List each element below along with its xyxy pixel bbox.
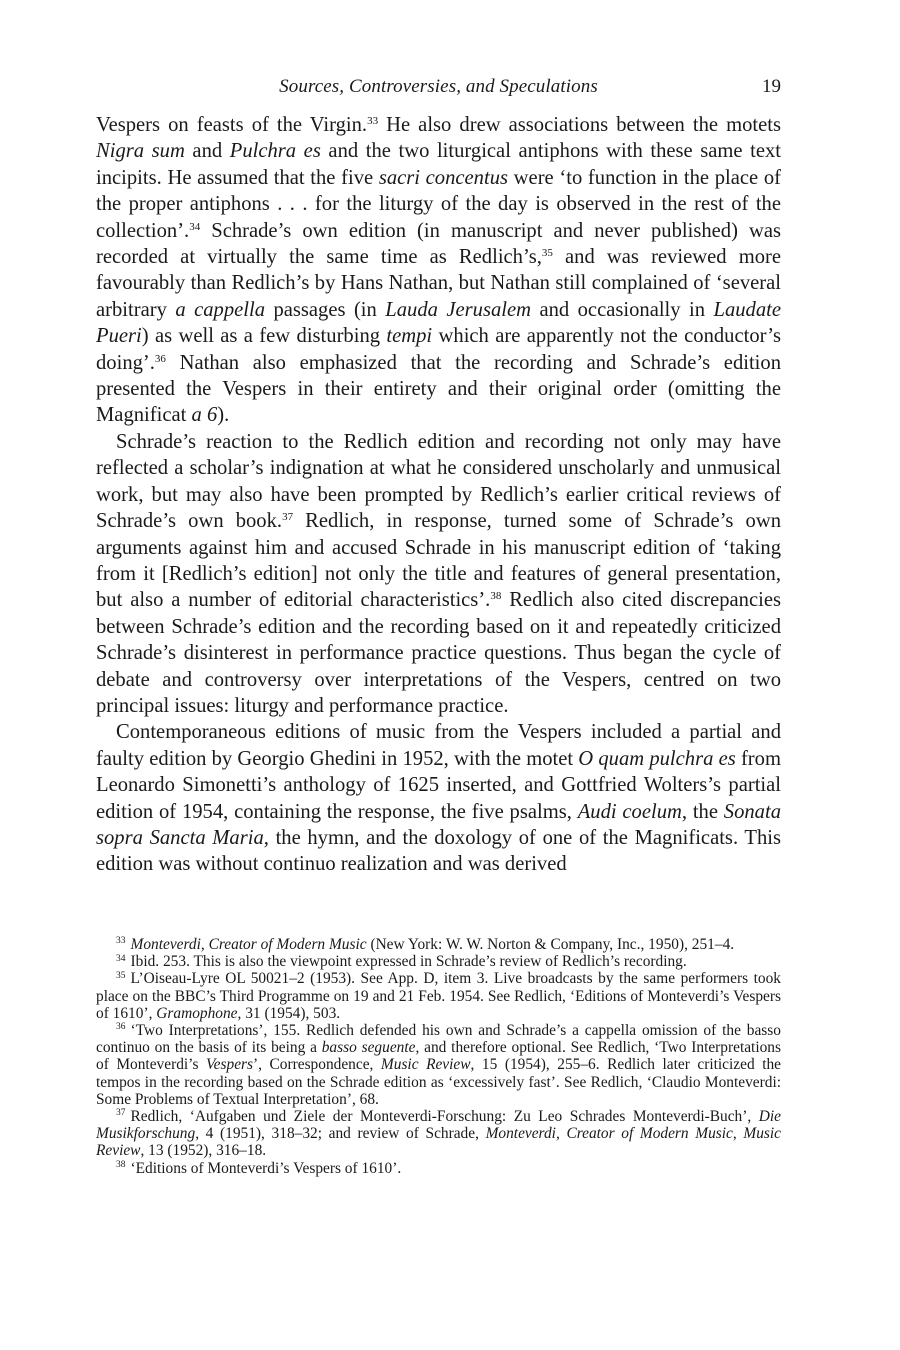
italic-text: a 6: [191, 404, 218, 427]
text-run: ‘Editions of Monteverdi’s Vespers of 1610’.: [130, 1159, 402, 1177]
text-run: , 31 (1954), 503.: [237, 1004, 341, 1022]
footnote: [96, 1160, 781, 1177]
italic-text: a cappella: [175, 298, 265, 321]
text-run: , the hymn, and the doxology of one of the Magnificats. This edition was without continuo realization and was derived: [96, 826, 781, 876]
running-title: Sources, Controversies, and Speculations: [279, 76, 598, 97]
footnote-ref: 33: [367, 114, 379, 127]
footnote-number: 34: [116, 953, 126, 964]
text-run: , 13 (1952), 316–18.: [140, 1142, 267, 1160]
footnote: [96, 936, 781, 953]
italic-text: O quam pulchra es: [578, 747, 736, 770]
italic-text: Die Musikforschung: [96, 1108, 781, 1143]
footnote: [96, 1022, 781, 1108]
text-run: Nathan also emphasized that the recording and Schrade’s edition presented the Vespers in their entirety and their original order (omitting the Magnificat: [96, 351, 781, 427]
footnote-ref: 35: [541, 246, 553, 259]
page: [96, 72, 781, 878]
footnote-number: 33: [116, 936, 126, 947]
italic-text: Gramophone: [156, 1004, 238, 1022]
paragraph: [96, 719, 781, 877]
paragraph: [96, 429, 781, 719]
text-run: and was reviewed more favourably than Redlich’s by Hans Nathan, but Nathan still complained of ‘several arbitrary: [96, 246, 782, 321]
text-run: from Leonardo Simonetti’s anthology of 1625 inserted, and Gottfried Wolters’s partial edition of 1954, containing the response, the five psalms,: [96, 747, 781, 823]
running-head: [96, 72, 781, 102]
text-run: Schrade’s own edition (in manuscript and never published) was recorded at virtually the same time as Redlich’s,: [96, 219, 781, 269]
footnote-number: 35: [116, 970, 126, 981]
text-run: , 4 (1951), 318–32; and review of Schrade,: [195, 1125, 486, 1143]
text-run: (New York: W. W. Norton & Company, Inc., 1950), 251–4.: [366, 936, 735, 953]
italic-text: sacri concentus: [378, 166, 509, 189]
text-run: and: [184, 140, 230, 163]
footnote-ref: 37: [282, 510, 294, 523]
text-run: ’, Correspondence,: [253, 1056, 381, 1074]
text-run: , and therefore optional. See Redlich, ‘Two Interpretations of Monteverdi’s: [96, 1039, 781, 1074]
text-run: ) as well as a few disturbing: [141, 325, 387, 348]
footnote: [96, 953, 781, 970]
footnote-number: 36: [116, 1022, 126, 1033]
italic-text: Music Review: [96, 1125, 781, 1160]
italic-text: Pulchra es: [229, 140, 321, 163]
text-run: were ‘to function in the place of the proper antiphons . . . for the liturgy of the day is observed in the rest of the collection’.: [96, 166, 781, 242]
italic-text: Vespers: [205, 1056, 254, 1074]
paragraph: [96, 112, 781, 429]
italic-text: Laudate Pueri: [96, 298, 781, 348]
italic-text: Monteverdi, Creator of Modern Music: [130, 936, 367, 953]
italic-text: Sonata sopra Sancta Maria: [96, 800, 781, 849]
italic-text: basso seguente: [321, 1039, 416, 1057]
footnote: [96, 1108, 781, 1160]
text-run: which are apparently not the conductor’s doing’.: [96, 325, 781, 374]
text-run: passages (in: [265, 298, 386, 321]
italic-text: Music Review: [380, 1056, 471, 1074]
text-run: Contemporaneous editions of music from the Vespers included a partial and faulty edition by Georgio Ghedini in 1952, with the motet: [96, 721, 781, 770]
footnote-ref: 34: [189, 220, 201, 233]
footnotes: [96, 936, 781, 1177]
page-number: 19: [762, 76, 781, 97]
text-run: , 15 (1954), 255–6. Redlich later criticized the tempos in the recording based on the Schrade edition as ‘excessively fast’. See Redlich, ‘Claudio Monteverdi: Some Problems of Textual Interpretation’, 68.: [96, 1056, 781, 1108]
body-text: [96, 112, 781, 878]
italic-text: Lauda Jerusalem: [385, 298, 532, 321]
text-run: Redlich also cited discrepancies between Schrade’s edition and the recording based on it and repeatedly criticized Schrade’s disinterest in performance practice questions. Thus began the cycle of debate and controversy over interpretations of the Vespers, centred on two principal issues: liturgy and performance practice.: [96, 589, 781, 717]
text-run: Redlich, ‘Aufgaben und Ziele der Monteverdi-Forschung: Zu Leo Schrades Monteverdi-Buch’,: [130, 1108, 759, 1126]
footnote-ref: 36: [154, 352, 166, 365]
italic-text: Nigra sum: [96, 140, 185, 163]
text-run: and occasionally in: [531, 298, 714, 321]
text-run: ,: [732, 1125, 744, 1143]
text-run: Schrade’s reaction to the Redlich edition and recording not only may have reflected a scholar’s indignation at what he considered unscholarly and unmusical work, but may also have been prompted by Redlich’s earlier critical reviews of Schrade’s own book.: [96, 430, 781, 533]
text-run: Vespers on feasts of the Virgin.: [96, 114, 368, 136]
footnote-number: 38: [116, 1159, 126, 1170]
footnote: [96, 970, 781, 1022]
text-run: Ibid. 253. This is also the viewpoint expressed in Schrade’s review of Redlich’s recording.: [130, 953, 687, 971]
text-run: Redlich, in response, turned some of Schrade’s own arguments against him and accused Schrade in his manuscript edition of ‘taking from it [Redlich’s edition] not only the title and features of general presentation, but also a number of editorial characteristics’.: [96, 510, 781, 612]
italic-text: Audi coelum: [577, 800, 682, 823]
text-run: , the: [681, 800, 724, 823]
text-run: L’Oiseau-Lyre OL 50021–2 (1953). See App. D, item 3. Live broadcasts by the same performers took place on the BBC’s Third Programme on 19 and 21 Feb. 1954. See Redlich, ‘Editions of Monteverdi’s Vespers of 1610’,: [96, 970, 781, 1022]
text-run: ).: [217, 404, 230, 427]
italic-text: Monteverdi, Creator of Modern Music: [485, 1125, 733, 1143]
footnote-ref: 38: [490, 590, 502, 603]
footnote-number: 37: [116, 1108, 126, 1119]
text-run: He also drew associations between the motets: [378, 114, 781, 136]
text-run: and the two liturgical antiphons with these same text incipits. He assumed that the five: [96, 140, 782, 189]
italic-text: tempi: [386, 325, 433, 348]
text-run: ‘Two Interpretations’, 155. Redlich defended his own and Schrade’s a cappella omission of the basso continuo on the basis of its being a: [96, 1022, 781, 1057]
